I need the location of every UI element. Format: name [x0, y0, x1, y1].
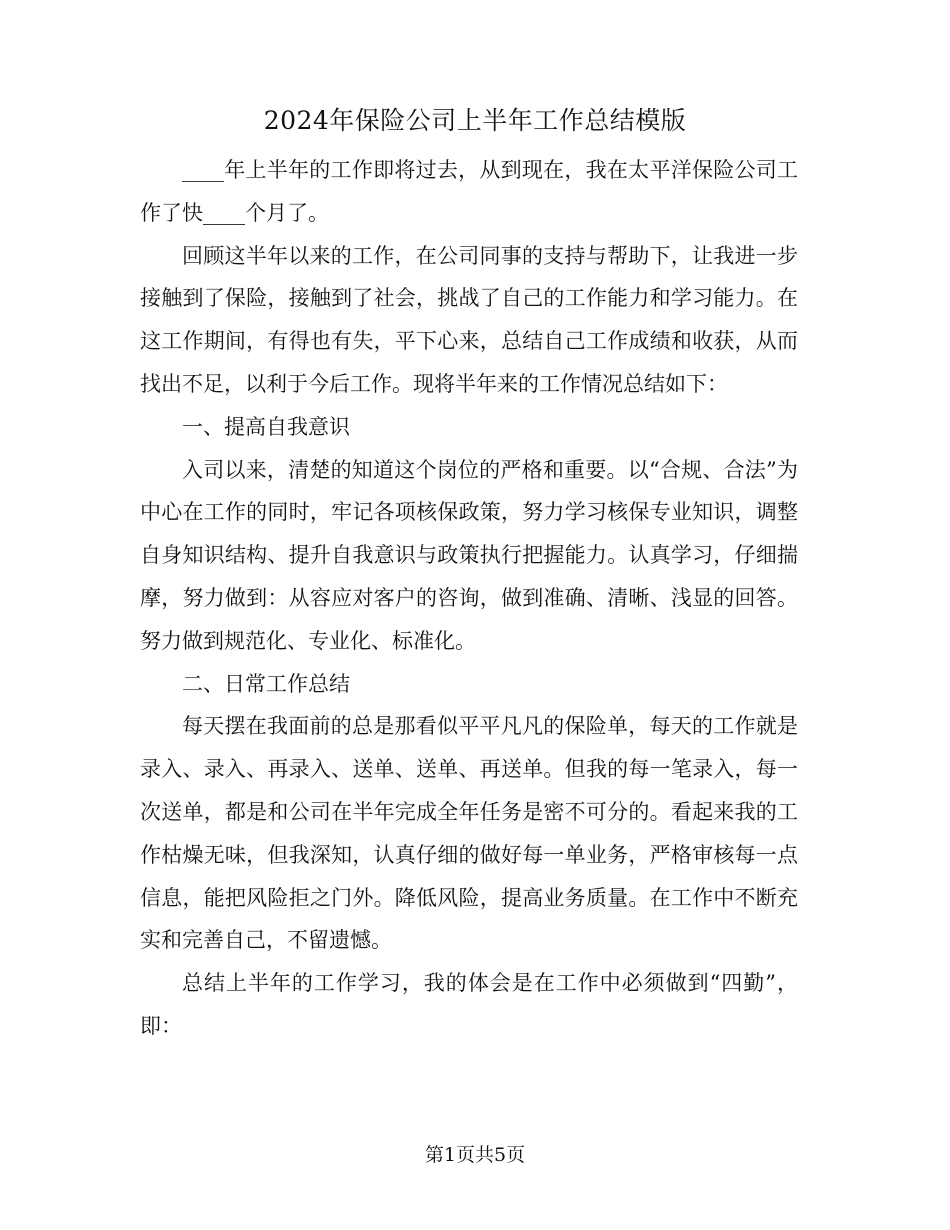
section-heading-2: 二、日常工作总结 [182, 671, 350, 696]
paragraph-intro: ____年上半年的工作即将过去，从到现在，我在太平洋保险公司工作了快____个月了。 [140, 158, 798, 225]
paragraph-daily-work: 每天摆在我面前的总是那看似平平凡凡的保险单，每天的工作就是录入、录入、再录入、送单、送单、再送单。但我的每一笔录入，每一次送单，都是和公司在半年完成全年任务是密不可分的。看起来我的工作枯燥无味，但我深知，认真仔细的做好每一单业务，严格审核每一点信息，能把风险拒之门外。降低风险，提高业务质量。在工作中不断充实和完善自己，不留遗憾。 [140, 714, 798, 953]
page-number: 第1页共5页 [424, 1144, 526, 1166]
document-body [140, 149, 798, 1048]
paragraph-summary: 总结上半年的工作学习，我的体会是在工作中必须做到“四勤”，即： [140, 971, 798, 1038]
section-heading-1: 一、提高自我意识 [182, 414, 350, 439]
document-title: 2024年保险公司上半年工作总结模版 [263, 106, 687, 135]
paragraph-review: 回顾这半年以来的工作，在公司同事的支持与帮助下，让我进一步接触到了保险，接触到了社会，挑战了自己的工作能力和学习能力。在这工作期间，有得也有失，平下心来，总结自己工作成绩和收获，从而找出不足，以利于今后工作。现将半年来的工作情况总结如下： [140, 243, 798, 396]
paragraph-self-awareness: 入司以来，清楚的知道这个岗位的严格和重要。以“合规、合法”为中心在工作的同时，牢记各项核保政策，努力学习核保专业知识，调整自身知识结构、提升自我意识与政策执行把握能力。认真学习，仔细揣摩，努力做到：从容应对客户的咨询，做到准确、清晰、浅显的回答。努力做到规范化、专业化、标准化。 [140, 457, 798, 653]
